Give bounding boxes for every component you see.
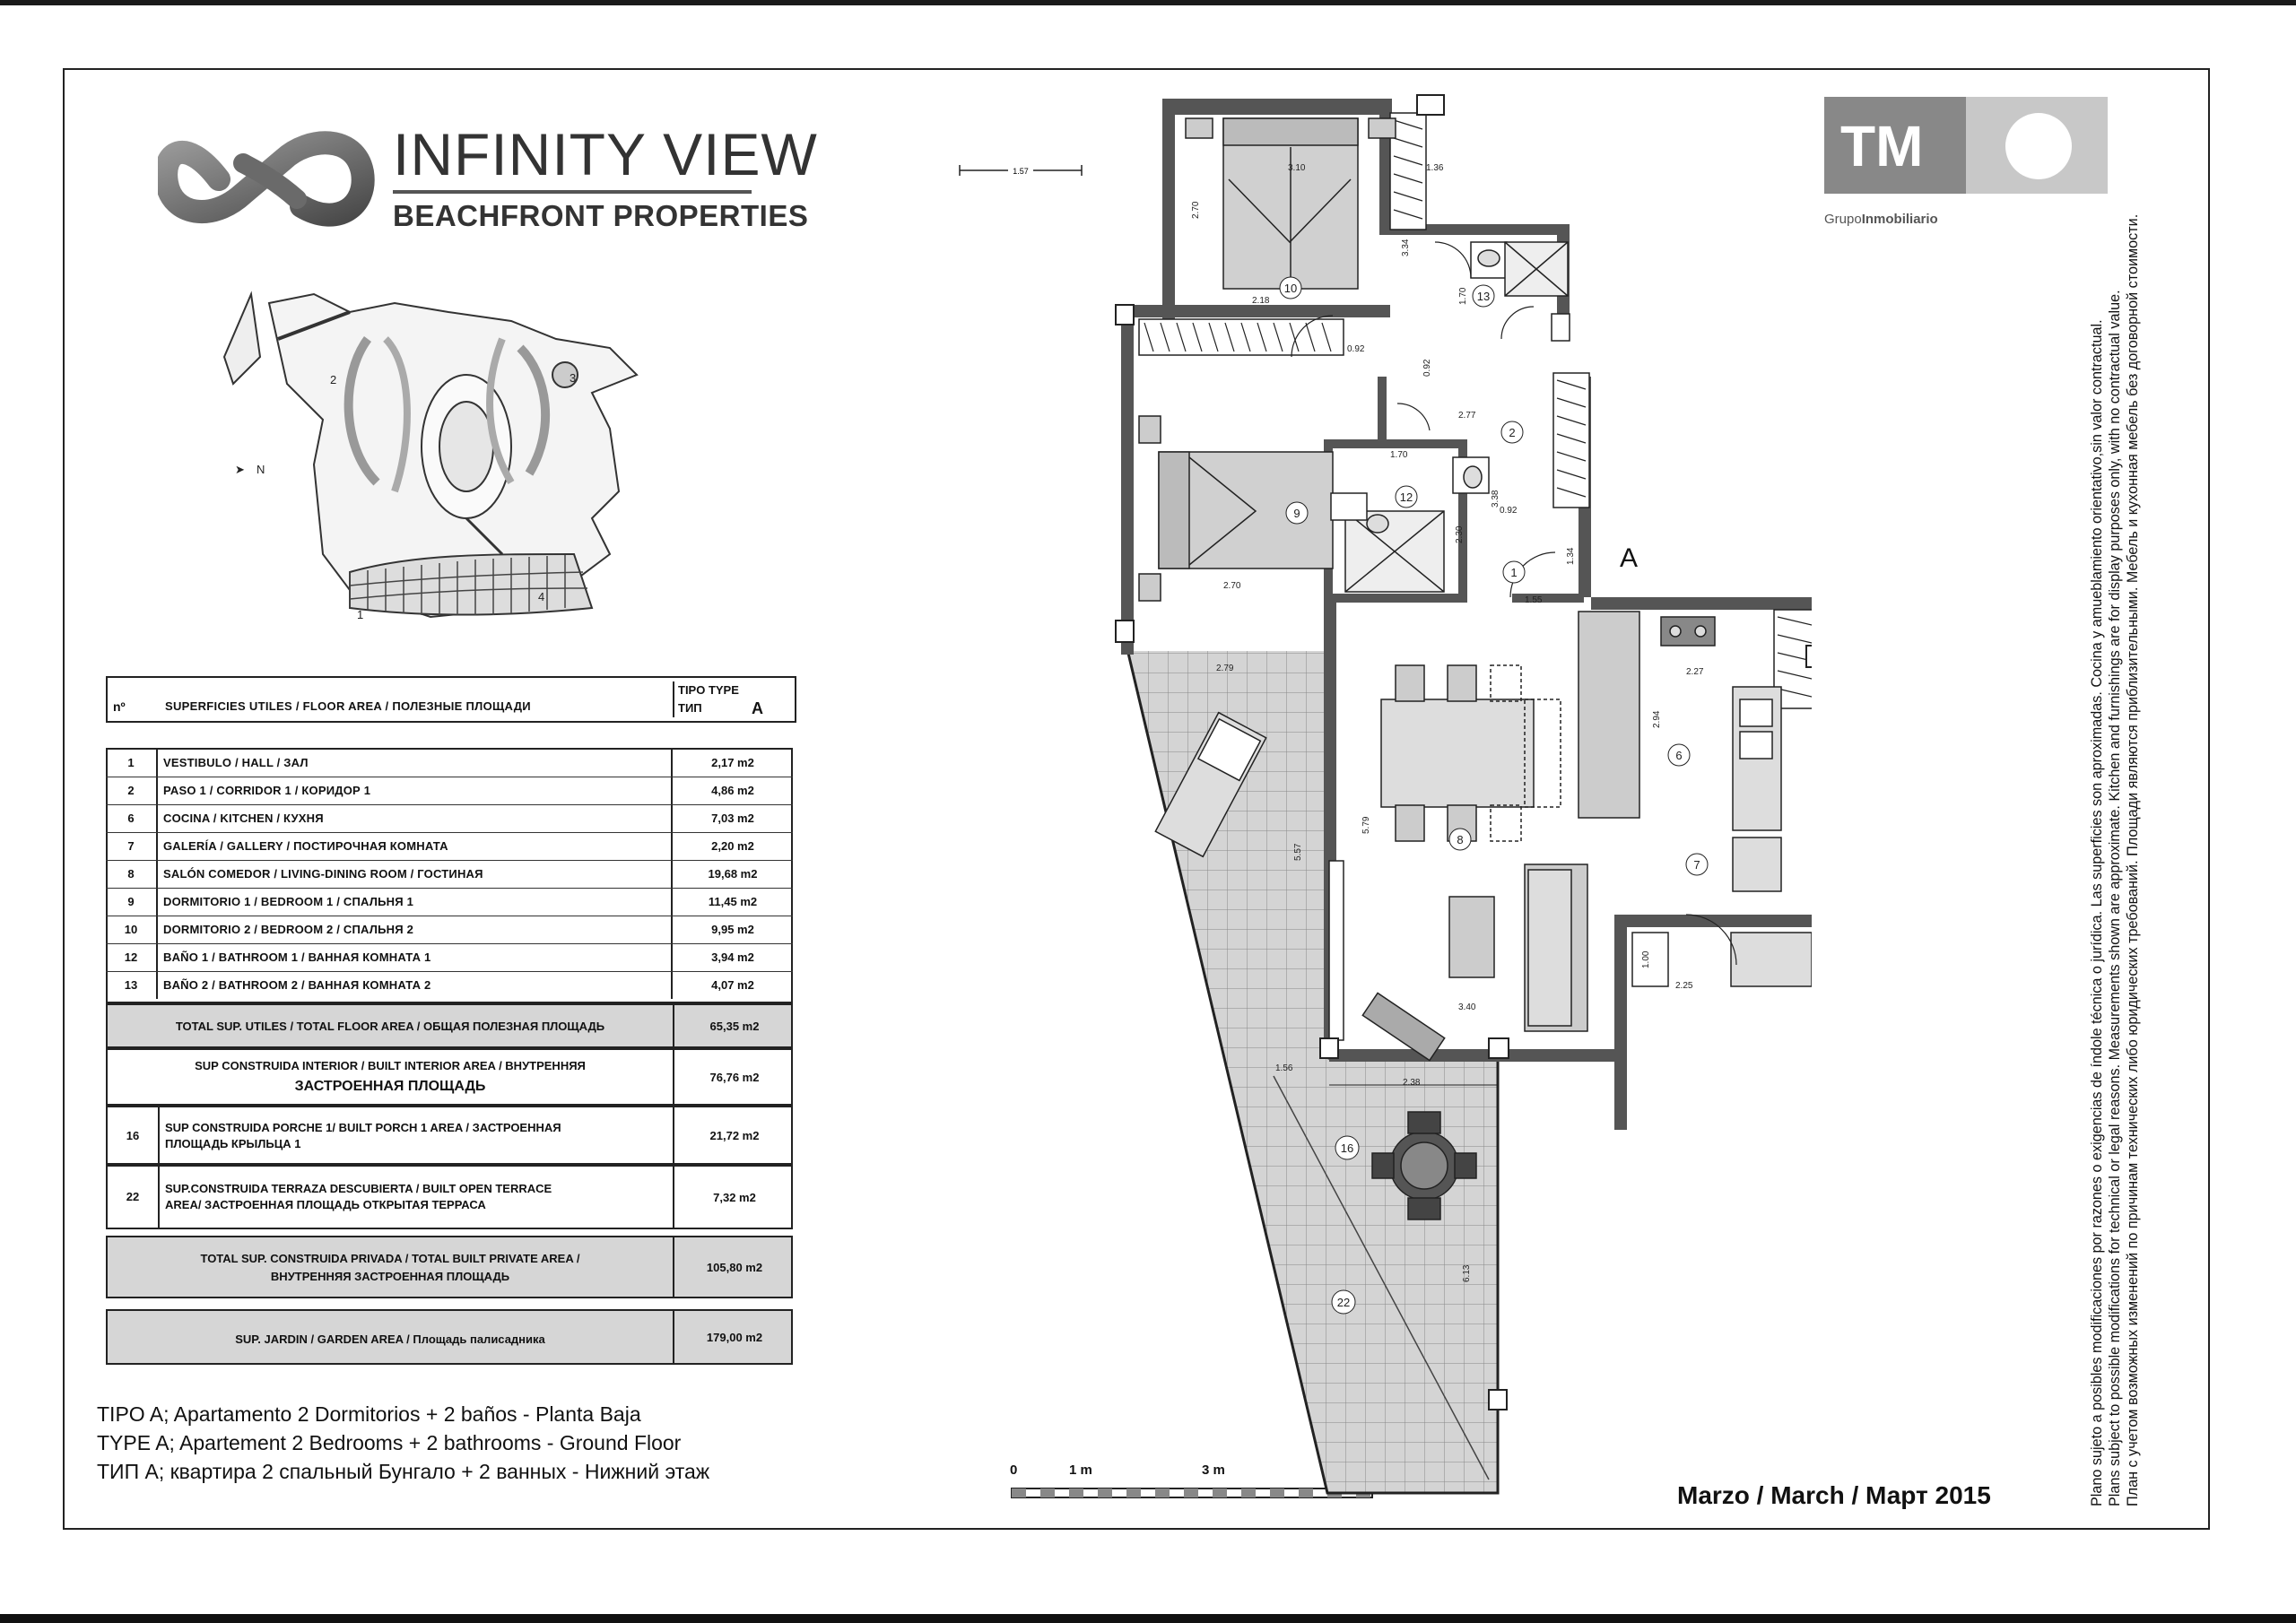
svg-text:2.30: 2.30 xyxy=(1455,525,1465,543)
row-value: 3,94 m2 xyxy=(671,944,793,971)
terrace-row xyxy=(106,1165,793,1229)
row-nr: 9 xyxy=(106,889,158,916)
svg-text:5.79: 5.79 xyxy=(1361,816,1371,834)
porch-nr: 16 xyxy=(126,1129,140,1142)
row-label: PASO 1 / CORRIDOR 1 / КОРИДОР 1 xyxy=(163,784,371,797)
svg-text:1.36: 1.36 xyxy=(1426,163,1444,173)
svg-text:13: 13 xyxy=(1476,290,1491,303)
total-built-line1: TOTAL SUP. CONSTRUIDA PRIVADA / TOTAL BUILT PRIVATE AREA / xyxy=(200,1252,580,1265)
total-built-line2: ВНУТРЕННЯЯ ЗАСТРОЕННАЯ ПЛОЩАДЬ xyxy=(270,1270,510,1283)
svg-text:4: 4 xyxy=(538,590,545,603)
terrace-value: 7,32 m2 xyxy=(673,1167,795,1228)
table-rows xyxy=(106,750,793,999)
table-row xyxy=(106,805,793,833)
svg-text:2.18: 2.18 xyxy=(1252,296,1270,306)
row-value: 7,03 m2 xyxy=(671,805,793,832)
table-row xyxy=(106,916,793,944)
built-interior-row xyxy=(106,1048,793,1106)
garden-row xyxy=(106,1309,793,1365)
header-type-value: A xyxy=(752,699,763,717)
row-nr: 13 xyxy=(106,972,158,999)
svg-text:3.40: 3.40 xyxy=(1458,1002,1476,1012)
svg-text:1.70: 1.70 xyxy=(1458,287,1468,305)
row-label: COCINA / KITCHEN / КУХНЯ xyxy=(163,812,324,825)
svg-text:22: 22 xyxy=(1336,1296,1351,1309)
svg-text:1: 1 xyxy=(357,608,364,621)
porch-value: 21,72 m2 xyxy=(673,1107,795,1163)
row-value: 2,20 m2 xyxy=(671,833,793,860)
row-nr: 8 xyxy=(106,861,158,888)
svg-text:1.57: 1.57 xyxy=(1013,167,1029,176)
tm-circle-icon xyxy=(2005,113,2072,179)
table-header xyxy=(106,676,796,723)
tm-sub-a: Grupo xyxy=(1824,212,1862,227)
svg-text:0.92: 0.92 xyxy=(1347,344,1365,354)
table-row xyxy=(106,750,793,777)
svg-text:2.94: 2.94 xyxy=(1652,710,1662,728)
tm-logo-subtitle xyxy=(1824,212,1938,227)
tm-sub-b: Inmobiliario xyxy=(1861,212,1938,227)
row-label: VESTIBULO / HALL / ЗАЛ xyxy=(163,756,309,769)
disclaimer xyxy=(2088,90,2142,1506)
porch-line1: SUP CONSTRUIDA PORCHE 1/ BUILT PORCH 1 AREA / ЗАСТРОЕННАЯ xyxy=(165,1121,561,1134)
garden-label: SUP. JARDIN / GARDEN AREA / Площадь палисадника xyxy=(235,1332,545,1346)
brand-subtitle: BEACHFRONT PROPERTIES xyxy=(393,199,809,232)
svg-text:N: N xyxy=(257,463,265,476)
caption-es: TIPO A; Apartamento 2 Dormitorios + 2 baños - Planta Baja xyxy=(97,1402,641,1426)
svg-text:2.27: 2.27 xyxy=(1686,667,1704,677)
unit-letter: A xyxy=(1620,543,1639,573)
row-label: BAÑO 1 / BATHROOM 1 / ВАННАЯ КОМНАТА 1 xyxy=(163,950,431,964)
porch-row xyxy=(106,1106,793,1165)
scale-label-1: 1 m xyxy=(1069,1462,1092,1478)
row-label: GALERÍA / GALLERY / ПОСТИРОЧНАЯ КОМНАТА xyxy=(163,839,448,853)
terrace-nr: 22 xyxy=(126,1190,140,1203)
scale-label-0: 0 xyxy=(1010,1462,1018,1478)
svg-text:2.70: 2.70 xyxy=(1191,201,1201,219)
scan-edge-top xyxy=(0,0,2296,5)
svg-text:3: 3 xyxy=(570,371,577,385)
table-row xyxy=(106,777,793,805)
svg-text:2.79: 2.79 xyxy=(1216,664,1234,673)
svg-text:6: 6 xyxy=(1675,749,1683,762)
svg-text:1.70: 1.70 xyxy=(1390,450,1408,460)
row-value: 11,45 m2 xyxy=(671,889,793,916)
north-arrow-icon: ➤ xyxy=(235,463,245,476)
total-useful-value: 65,35 m2 xyxy=(673,1005,795,1046)
floor-plan-drawing xyxy=(951,81,1812,1497)
row-value: 19,68 m2 xyxy=(671,861,793,888)
built-interior-line1: SUP CONSTRUIDA INTERIOR / BUILT INTERIOR AREA / ВНУТРЕННЯЯ xyxy=(195,1059,586,1072)
disclaimer-en: Plans subject to possible modifications for technical or legal reasons. Measurements shown are approximate. Kitchen and furnishings are for display purposes only, with no contractual value. xyxy=(2107,290,2123,1506)
table-row xyxy=(106,972,793,999)
svg-text:2.70: 2.70 xyxy=(1223,581,1241,591)
terrace-line2: AREA/ ЗАСТРОЕННАЯ ПЛОЩАДЬ ОТКРЫТАЯ ТЕРРАСА xyxy=(165,1198,486,1211)
svg-text:9: 9 xyxy=(1293,507,1300,520)
row-nr: 10 xyxy=(106,916,158,943)
row-label: DORMITORIO 1 / BEDROOM 1 / СПАЛЬНЯ 1 xyxy=(163,895,414,908)
header-label: SUPERFICIES UTILES / FLOOR AREA / ПОЛЕЗНЫЕ ПЛОЩАДИ xyxy=(165,699,531,713)
table-row xyxy=(106,833,793,861)
total-built-value: 105,80 m2 xyxy=(673,1237,795,1297)
tm-logo-mark: TM xyxy=(1840,114,1924,178)
svg-text:2: 2 xyxy=(330,373,337,386)
scale-label-3: 3 m xyxy=(1202,1462,1225,1478)
svg-text:3.38: 3.38 xyxy=(1491,490,1500,508)
row-value: 9,95 m2 xyxy=(671,916,793,943)
row-value: 4,07 m2 xyxy=(671,972,793,999)
header-type-line2: ТИП xyxy=(678,701,702,715)
terrace-divider xyxy=(158,1167,160,1228)
row-nr: 6 xyxy=(106,805,158,832)
svg-text:2.77: 2.77 xyxy=(1458,411,1476,421)
row-nr: 7 xyxy=(106,833,158,860)
brand-name: INFINITY VIEW xyxy=(393,121,818,187)
svg-text:1.34: 1.34 xyxy=(1566,547,1576,565)
table-row xyxy=(106,861,793,889)
site-plan-map xyxy=(215,285,682,626)
row-nr: 12 xyxy=(106,944,158,971)
header-type xyxy=(673,681,791,717)
svg-text:1.00: 1.00 xyxy=(1641,950,1651,968)
svg-text:5.57: 5.57 xyxy=(1293,843,1303,861)
svg-text:0.92: 0.92 xyxy=(1500,506,1518,516)
plan-date: Marzo / March / Март 2015 xyxy=(1677,1481,1991,1509)
svg-text:3.34: 3.34 xyxy=(1401,239,1411,256)
svg-text:1.55: 1.55 xyxy=(1525,595,1543,605)
row-label: DORMITORIO 2 / BEDROOM 2 / СПАЛЬНЯ 2 xyxy=(163,923,414,936)
porch-line2: ПЛОЩАДЬ КРЫЛЬЦА 1 xyxy=(165,1137,301,1150)
svg-text:12: 12 xyxy=(1399,490,1413,504)
svg-text:2: 2 xyxy=(1509,426,1516,439)
porch-divider xyxy=(158,1107,160,1163)
header-type-line1: TIPO TYPE xyxy=(678,683,739,697)
total-built-row xyxy=(106,1236,793,1298)
disclaimer-es: Plano sujeto a posibles modificaciones por razones o exigencias de índole técnica o jurídica. Las superficies son aproximadas. Cocina y amueblamiento orientativo,sin valor contractual. xyxy=(2089,319,2105,1506)
svg-text:8: 8 xyxy=(1457,833,1464,846)
row-label: BAÑO 2 / BATHROOM 2 / ВАННАЯ КОМНАТА 2 xyxy=(163,978,431,992)
svg-text:1: 1 xyxy=(1510,566,1518,579)
total-useful-label: TOTAL SUP. UTILES / TOTAL FLOOR AREA / ОБЩАЯ ПОЛЕЗНАЯ ПЛОЩАДЬ xyxy=(175,1020,605,1033)
row-value: 2,17 m2 xyxy=(671,750,793,777)
table-row xyxy=(106,889,793,916)
svg-text:0.92: 0.92 xyxy=(1422,359,1432,377)
disclaimer-ru: План с учетом возможных изменений по причинам технических либо юридических требований. Площади являются приблизительными. Мебель и кухонная мебель без договорной стоимости. xyxy=(2125,213,2141,1506)
row-nr: 2 xyxy=(106,777,158,804)
scan-edge-bottom xyxy=(0,1614,2296,1623)
row-nr: 1 xyxy=(106,750,158,777)
row-value: 4,86 m2 xyxy=(671,777,793,804)
garden-value: 179,00 m2 xyxy=(673,1311,795,1363)
svg-text:2.25: 2.25 xyxy=(1675,981,1693,991)
header-nr: nº xyxy=(113,699,126,714)
svg-text:7: 7 xyxy=(1693,858,1700,872)
svg-text:16: 16 xyxy=(1340,1141,1354,1155)
caption-en: TYPE A; Apartement 2 Bedrooms + 2 bathrooms - Ground Floor xyxy=(97,1431,682,1454)
brand-divider xyxy=(393,190,752,194)
svg-text:10: 10 xyxy=(1283,282,1298,295)
svg-text:6.13: 6.13 xyxy=(1462,1264,1472,1282)
built-interior-line2: ЗАСТРОЕННАЯ ПЛОЩАДЬ xyxy=(294,1079,486,1094)
terrace-line1: SUP.CONSTRUIDA TERRAZA DESCUBIERTA / BUILT OPEN TERRACE xyxy=(165,1182,552,1195)
built-interior-value: 76,76 m2 xyxy=(673,1050,795,1104)
svg-text:3.10: 3.10 xyxy=(1288,163,1306,173)
table-row xyxy=(106,944,793,972)
row-label: SALÓN COMEDOR / LIVING-DINING ROOM / ГОСТИНАЯ xyxy=(163,867,483,881)
total-useful-row xyxy=(106,1003,793,1048)
svg-text:1.56: 1.56 xyxy=(1275,1063,1293,1073)
caption-ru: ТИП А; квартира 2 спальный Бунгало + 2 ванных - Нижний этаж xyxy=(97,1460,710,1483)
svg-text:2.38: 2.38 xyxy=(1403,1078,1421,1088)
